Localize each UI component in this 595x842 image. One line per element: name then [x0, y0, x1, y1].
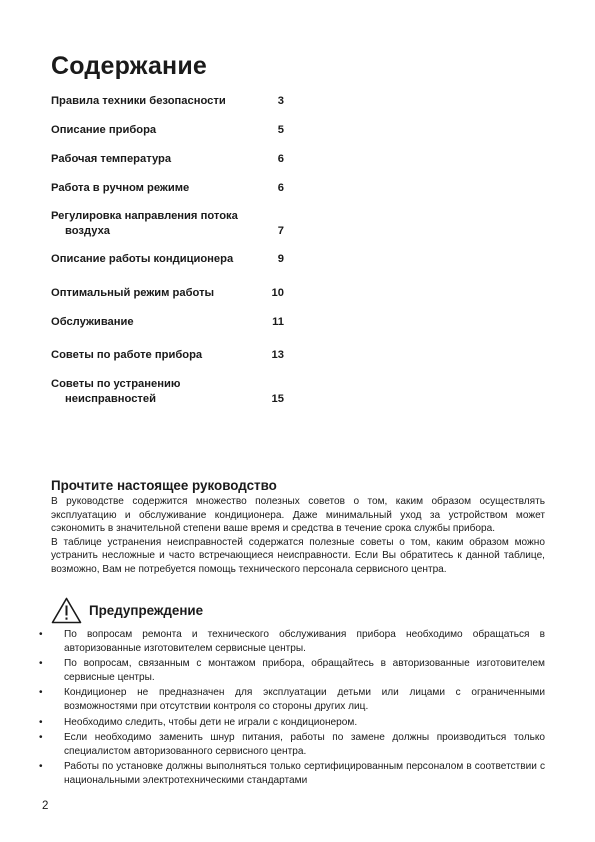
bullet: • — [39, 687, 43, 699]
list-item — [39, 760, 545, 787]
list-item-text: По вопросам, связанным с монтажом прибора, обращайтесь в авторизованные изготовителем сервисные центры. — [64, 658, 545, 683]
toc-entry-title: Описание работы кондиционера — [51, 253, 234, 265]
toc-entry-title: Работа в ручном режиме — [51, 182, 190, 194]
list-item-text: Работы по установке должны выполняться только сертифицированным персоналом в соответствии с национальными электротехническими стандартами — [64, 761, 545, 786]
list-item-text: По вопросам ремонта и технического обслуживания прибора необходимо обращаться в авторизованные изготовителем сервисные центры. — [64, 629, 545, 654]
list-item — [39, 716, 545, 730]
toc-entry-page: 13 — [271, 349, 284, 361]
page-title: Содержание — [51, 52, 208, 80]
toc-entry-title: Оптимальный режим работы — [51, 287, 215, 299]
bullet: • — [39, 761, 43, 773]
toc-entry[interactable] — [51, 123, 284, 138]
read-manual-heading: Прочтите настоящее руководство — [51, 478, 277, 493]
toc-entry-page: 10 — [271, 287, 284, 299]
toc-entry-title: Обслуживание — [51, 316, 134, 328]
list-item — [39, 657, 545, 684]
toc-entry-title: Описание прибора — [51, 124, 157, 136]
page-number: 2 — [42, 800, 49, 812]
toc-entry-title-continuation: воздуха — [65, 225, 111, 237]
toc-entry-title-continuation: неисправностей — [65, 393, 157, 405]
paragraph: В таблице устранения неисправностей содержатся полезные советы о том, каким образом можно устранить несложные и часто встречающиеся неисправности. Если Вы обратитесь к данной таблице, возможно, Вам не потребуется помощь технического персонала сервисного центра. — [51, 536, 545, 575]
toc-entry-page: 15 — [271, 393, 284, 405]
bullet: • — [39, 629, 43, 640]
toc-entry[interactable] — [51, 252, 284, 267]
toc-entry-page: 3 — [277, 95, 284, 107]
toc-entry-page: 5 — [277, 124, 284, 136]
toc-entry-page: 6 — [277, 153, 284, 165]
toc-entry[interactable] — [51, 348, 284, 363]
toc-entry-title: Регулировка направления потока — [51, 210, 238, 222]
toc-entry[interactable] — [51, 152, 284, 167]
bullet: • — [39, 658, 43, 670]
toc-entry[interactable] — [51, 315, 284, 330]
paragraph: В руководстве содержится множество полезных советов о том, каким образом осуществлять эксплуатацию и обслуживание кондиционера. Даже минимальный уход за устройством может сэкономить в значительной степени ваше время и средства в течение срока службы прибора. — [51, 496, 545, 535]
toc-entry-title: Рабочая температура — [51, 153, 172, 165]
bullet: • — [39, 732, 43, 744]
list-item-text: Необходимо следить, чтобы дети не играли с кондиционером. — [64, 716, 358, 728]
list-item — [39, 686, 545, 713]
toc-entry-title: Советы по работе прибора — [51, 349, 203, 361]
toc-entry-page: 9 — [277, 253, 284, 265]
toc-entry[interactable] — [51, 377, 284, 407]
list-item-text: Если необходимо заменить шнур питания, работы по замене должны производиться только специалистом авторизованного сервисного центра. — [64, 732, 545, 757]
list-item — [39, 731, 545, 758]
bullet: • — [39, 716, 43, 728]
toc-entry[interactable] — [51, 181, 284, 196]
list-item-text: Кондиционер не предназначен для эксплуатации детьми или лицами с ограниченными возможностями при отсутствии контроля со стороны других лиц. — [64, 687, 545, 712]
toc-entry-title: Советы по устранению — [51, 378, 181, 390]
toc-entry-page: 11 — [272, 316, 284, 328]
read-manual-body — [51, 495, 545, 577]
toc-entry[interactable] — [51, 209, 284, 239]
warning-list — [39, 628, 545, 790]
toc-entry-page: 6 — [277, 182, 284, 194]
toc-entry-title: Правила техники безопасности — [51, 95, 226, 107]
list-item — [39, 628, 545, 655]
warning-heading: Предупреждение — [89, 603, 204, 618]
toc-entry-page: 7 — [277, 225, 284, 237]
toc-entry[interactable] — [51, 94, 284, 109]
toc-entry[interactable] — [51, 286, 284, 301]
warning-triangle-icon — [51, 597, 82, 624]
